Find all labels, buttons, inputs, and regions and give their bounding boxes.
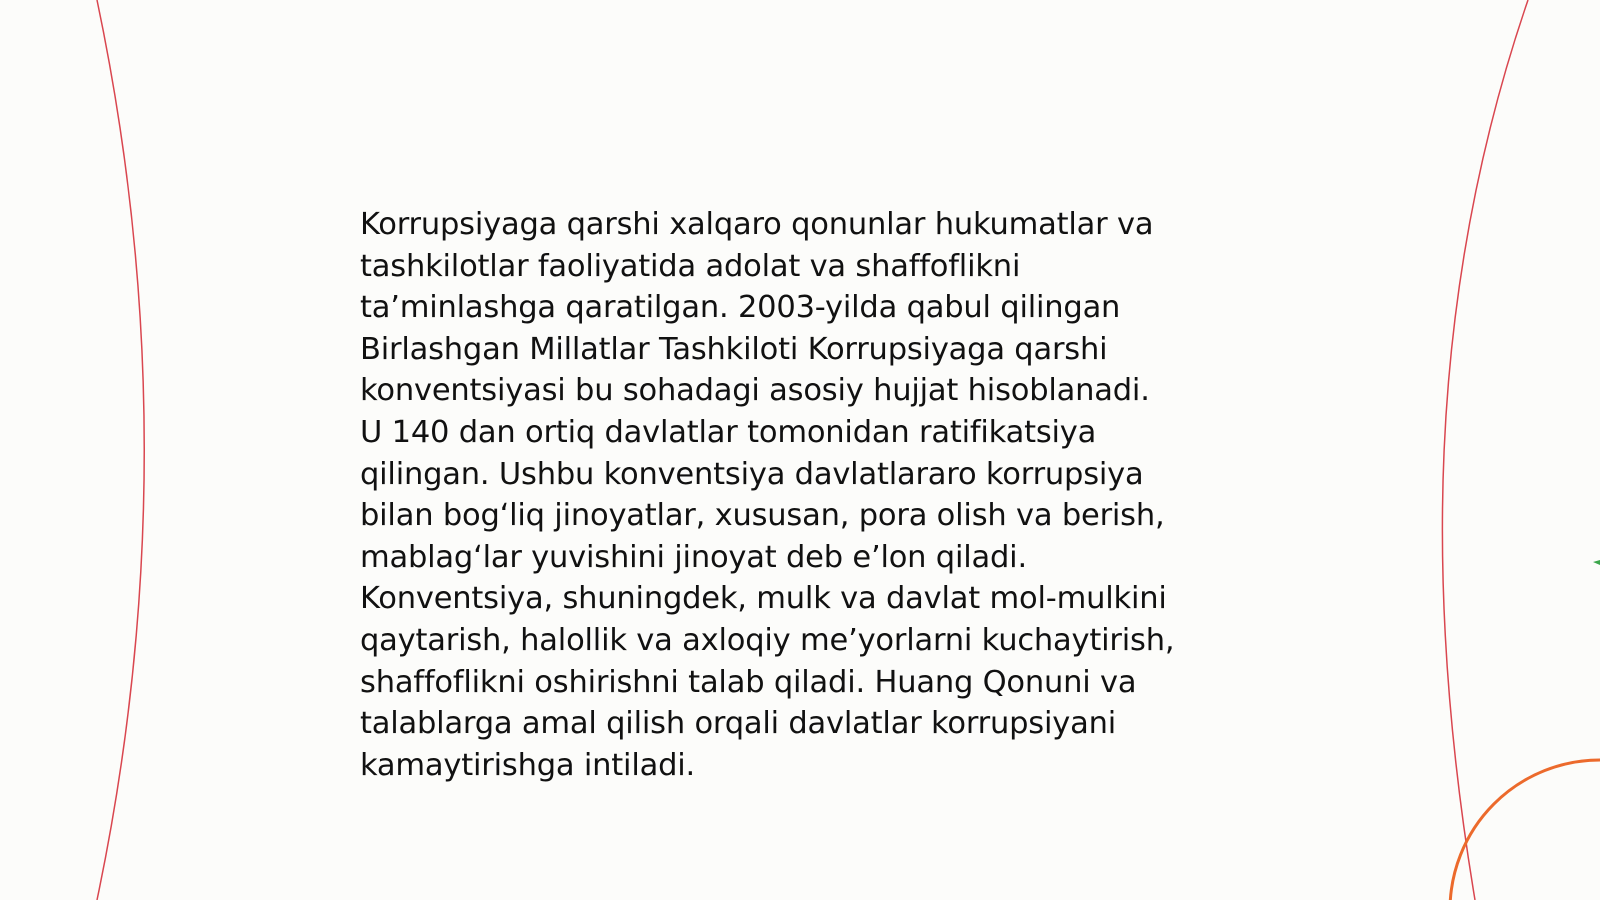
left-curve-line [97, 0, 144, 900]
orange-arc [1450, 760, 1600, 900]
body-paragraph: Korrupsiyaga qarshi xalqaro qonunlar hukumatlar va tashkilotlar faoliyatida adolat va shaffoflikni ta’minlashga qaratilgan. 2003-yilda qabul qilingan Birlashgan Millatlar Tashkiloti Korrupsiyaga qarshi konventsiyasi bu sohadagi asosiy hujjat hisoblanadi. U 140 dan ortiq davlatlar tomonidan ratifikatsiya qilingan. Ushbu konventsiya davlatlararo korrupsiya bilan bog‘liq jinoyatlar, xususan, pora olish va berish, mablag‘lar yuvishini jinoyat deb e’lon qiladi. Konventsiya, shuningdek, mulk va davlat mol-mulkini qaytarish, halollik va axloqiy me’yorlarni kuchaytirish, shaffoflikni oshirishni talab qiladi. Huang Qonuni va talablarga amal qilish orqali davlatlar korrupsiyani kamaytirishga intiladi. [360, 207, 1175, 783]
green-accent [1593, 560, 1600, 565]
right-curve-line [1442, 0, 1528, 900]
